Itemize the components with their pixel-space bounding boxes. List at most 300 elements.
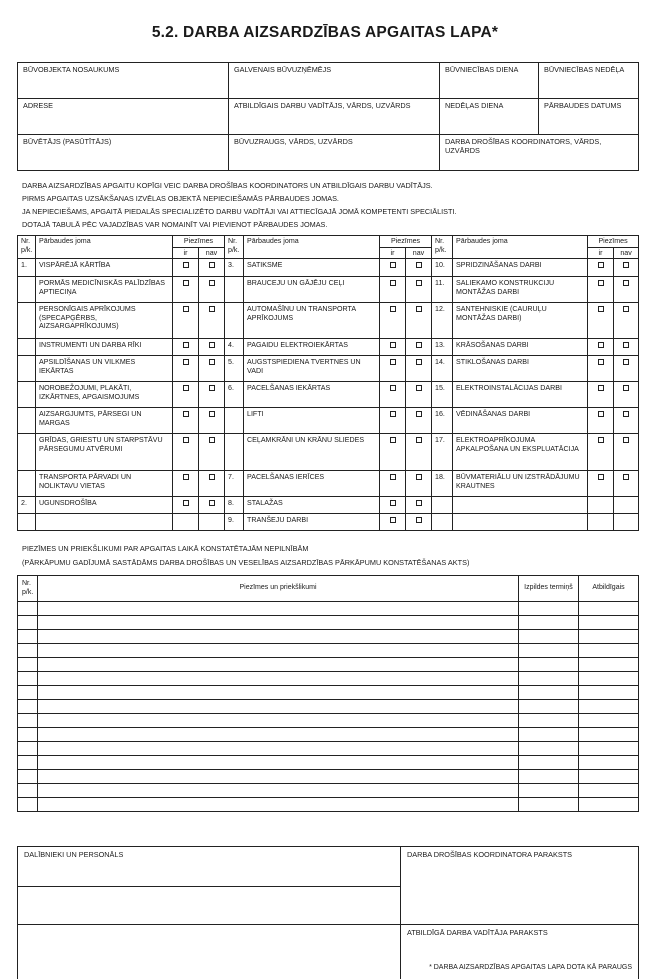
remarks-cell[interactable] bbox=[18, 658, 38, 672]
item-nr: 16. bbox=[432, 408, 453, 434]
col-ir-header: ir bbox=[173, 247, 199, 259]
remarks-cell[interactable] bbox=[38, 770, 519, 784]
item-nr: 5. bbox=[225, 356, 244, 382]
remarks-cell[interactable] bbox=[18, 714, 38, 728]
remarks-cell[interactable] bbox=[519, 742, 579, 756]
checkbox-icon[interactable] bbox=[390, 359, 396, 365]
checkbox-icon[interactable] bbox=[183, 306, 189, 312]
checkbox-icon[interactable] bbox=[183, 280, 189, 286]
col-piezimes-header: Piezīmes bbox=[173, 236, 225, 248]
remarks-cell[interactable] bbox=[519, 616, 579, 630]
checkbox-nav[interactable] bbox=[614, 471, 639, 497]
checkbox-icon[interactable] bbox=[416, 411, 422, 417]
participants-line[interactable] bbox=[18, 925, 401, 979]
remarks-cell[interactable] bbox=[519, 686, 579, 700]
remarks-intro: (PĀRKĀPUMU GADĪJUMĀ SASTĀDĀMS DARBA DROŠĪBAS UN VESELĪBAS AIZSARDZĪBAS PĀRKĀPUMU KONSTATĒŠANAS AKTS) bbox=[22, 558, 470, 567]
checkbox-icon[interactable] bbox=[416, 280, 422, 286]
item-nr: 12. bbox=[432, 303, 453, 339]
remarks-row[interactable] bbox=[18, 686, 639, 700]
checkbox-ir[interactable] bbox=[380, 277, 406, 303]
checkbox-nav[interactable] bbox=[406, 471, 432, 497]
item-nr: 11. bbox=[432, 277, 453, 303]
checkbox-ir[interactable] bbox=[380, 408, 406, 434]
checkbox-nav[interactable] bbox=[199, 259, 225, 277]
field-diena[interactable]: BŪVNIECĪBAS DIENA bbox=[440, 63, 539, 99]
remarks-row[interactable] bbox=[18, 658, 639, 672]
checkbox-icon[interactable] bbox=[598, 474, 604, 480]
checkbox-nav[interactable] bbox=[199, 471, 225, 497]
field-nedelas-diena[interactable]: NEDĒĻAS DIENA bbox=[440, 99, 539, 135]
empty-cell bbox=[614, 514, 639, 531]
checkbox-ir[interactable] bbox=[173, 471, 199, 497]
checkbox-ir[interactable] bbox=[588, 339, 614, 356]
checkbox-icon[interactable] bbox=[598, 280, 604, 286]
checkbox-ir[interactable] bbox=[173, 259, 199, 277]
remarks-row[interactable] bbox=[18, 616, 639, 630]
item-label: AUTOMAŠĪNU UN TRANSPORTA APRĪKOJUMS bbox=[244, 303, 380, 339]
remarks-cell[interactable] bbox=[579, 672, 639, 686]
item-nr: 17. bbox=[432, 434, 453, 471]
checkbox-icon[interactable] bbox=[416, 437, 422, 443]
note-line: DARBA AIZSARDZĪBAS APGAITU KOPĪGI VEIC DARBA DROŠĪBAS KOORDINATORS UN ATBILDĪGAIS DARBU VADĪTĀJS. bbox=[22, 181, 433, 190]
item-nr bbox=[432, 497, 453, 514]
checkbox-icon[interactable] bbox=[598, 262, 604, 268]
item-label: SATIKSME bbox=[244, 259, 380, 277]
checkbox-ir[interactable] bbox=[173, 277, 199, 303]
col-ir-header: ir bbox=[380, 247, 406, 259]
empty-cell bbox=[173, 514, 199, 531]
field-koordinators[interactable]: DARBA DROŠĪBAS KOORDINATORS, VĀRDS, UZVĀRDS bbox=[440, 135, 639, 171]
checkbox-icon[interactable] bbox=[598, 411, 604, 417]
participants-field[interactable] bbox=[18, 847, 401, 887]
checkbox-icon[interactable] bbox=[416, 474, 422, 480]
item-label: STIKLOŠANAS DARBI bbox=[453, 356, 588, 382]
remarks-cell[interactable] bbox=[519, 644, 579, 658]
checkbox-icon[interactable] bbox=[598, 342, 604, 348]
remarks-cell[interactable] bbox=[579, 756, 639, 770]
note-line: PIRMS APGAITAS UZSĀKŠANAS IZVĒLAS OBJEKTĀ NEPIECIEŠAMĀS PĀRBAUDES JOMAS. bbox=[22, 194, 339, 203]
remarks-cell[interactable] bbox=[38, 658, 519, 672]
coordinator-signature-label: DARBA DROŠĪBAS KOORDINATORA PARAKSTS bbox=[407, 850, 573, 859]
checkbox-ir[interactable] bbox=[588, 303, 614, 339]
checkbox-icon[interactable] bbox=[390, 517, 396, 523]
item-label: BRAUCEJU UN GĀJĒJU CEĻI bbox=[244, 277, 380, 303]
checkbox-icon[interactable] bbox=[598, 385, 604, 391]
checkbox-icon[interactable] bbox=[209, 262, 215, 268]
remarks-row[interactable] bbox=[18, 798, 639, 812]
checkbox-nav[interactable] bbox=[614, 303, 639, 339]
checkbox-ir[interactable] bbox=[380, 356, 406, 382]
checkbox-icon[interactable] bbox=[209, 306, 215, 312]
checkbox-nav[interactable] bbox=[199, 356, 225, 382]
remarks-cell[interactable] bbox=[519, 728, 579, 742]
note-line: DOTAJĀ TABULĀ PĒC VAJADZĪBAS VAR NOMAINĪT VAI PIEVIENOT PĀRBAUDES JOMAS. bbox=[22, 220, 328, 229]
item-label: LIFTI bbox=[244, 408, 380, 434]
checkbox-icon[interactable] bbox=[390, 437, 396, 443]
checkbox-nav[interactable] bbox=[614, 408, 639, 434]
remarks-cell[interactable] bbox=[18, 770, 38, 784]
checkbox-nav[interactable] bbox=[614, 339, 639, 356]
checkbox-ir[interactable] bbox=[588, 356, 614, 382]
item-nr: 2. bbox=[18, 497, 36, 514]
remarks-col-atbildigais: Atbildīgais bbox=[579, 576, 639, 602]
item-label: VISPĀRĒJĀ KĀRTĪBA bbox=[36, 259, 173, 277]
remarks-row[interactable] bbox=[18, 644, 639, 658]
field-galvenais[interactable]: GALVENAIS BŪVUZŅĒMĒJS bbox=[229, 63, 440, 99]
remarks-cell[interactable] bbox=[38, 742, 519, 756]
checkbox-icon[interactable] bbox=[209, 342, 215, 348]
item-label: PACELŠANAS IERĪCES bbox=[244, 471, 380, 497]
checkbox-icon[interactable] bbox=[416, 517, 422, 523]
remarks-cell[interactable] bbox=[579, 742, 639, 756]
checkbox-icon[interactable] bbox=[209, 500, 215, 506]
item-label: KRĀSOŠANAS DARBI bbox=[453, 339, 588, 356]
checkbox-nav[interactable] bbox=[406, 339, 432, 356]
item-label: BŪVMATERIĀLU UN IZSTRĀDĀJUMU KRAUTNES bbox=[453, 471, 588, 497]
remarks-cell[interactable] bbox=[519, 798, 579, 812]
item-nr bbox=[18, 514, 36, 531]
remarks-cell[interactable] bbox=[38, 714, 519, 728]
remarks-cell[interactable] bbox=[38, 756, 519, 770]
checkbox-nav[interactable] bbox=[406, 303, 432, 339]
checkbox-nav[interactable] bbox=[614, 434, 639, 471]
checkbox-ir[interactable] bbox=[380, 259, 406, 277]
checkbox-icon[interactable] bbox=[623, 385, 629, 391]
checkbox-ir[interactable] bbox=[173, 408, 199, 434]
col-nr-header: Nr. p/k. bbox=[225, 236, 244, 259]
checkbox-icon[interactable] bbox=[209, 385, 215, 391]
item-nr: 7. bbox=[225, 471, 244, 497]
checkbox-ir[interactable] bbox=[173, 382, 199, 408]
item-nr bbox=[225, 434, 244, 471]
signature-table bbox=[17, 846, 639, 979]
col-nr-header: Nr. p/k. bbox=[18, 236, 36, 259]
item-nr: 8. bbox=[225, 497, 244, 514]
checklist-table bbox=[17, 235, 639, 531]
remarks-cell[interactable] bbox=[519, 700, 579, 714]
remarks-cell[interactable] bbox=[18, 728, 38, 742]
checkbox-icon[interactable] bbox=[623, 359, 629, 365]
checkbox-ir[interactable] bbox=[380, 471, 406, 497]
checkbox-ir[interactable] bbox=[588, 471, 614, 497]
item-label: INSTRUMENTI UN DARBA RĪKI bbox=[36, 339, 173, 356]
participants-line[interactable] bbox=[18, 887, 401, 925]
checkbox-icon[interactable] bbox=[623, 437, 629, 443]
checkbox-icon[interactable] bbox=[209, 437, 215, 443]
remarks-cell[interactable] bbox=[579, 728, 639, 742]
remarks-cell[interactable] bbox=[579, 602, 639, 616]
remarks-cell[interactable] bbox=[579, 770, 639, 784]
item-label: CEĻAMKRĀNI UN KRĀNU SLIEDES bbox=[244, 434, 380, 471]
remarks-cell[interactable] bbox=[519, 602, 579, 616]
checkbox-icon[interactable] bbox=[390, 306, 396, 312]
item-label: NOROBEŽOJUMI, PLAKĀTI, IZKĀRTNES, APGAISMOJUMS bbox=[36, 382, 173, 408]
checkbox-icon[interactable] bbox=[390, 474, 396, 480]
item-nr: 9. bbox=[225, 514, 244, 531]
field-objekts[interactable]: BŪVOBJEKTA NOSAUKUMS bbox=[18, 63, 229, 99]
checkbox-nav[interactable] bbox=[199, 277, 225, 303]
checkbox-nav[interactable] bbox=[406, 356, 432, 382]
item-nr bbox=[18, 408, 36, 434]
remarks-intro: PIEZĪMES UN PRIEKŠLIKUMI PAR APGAITAS LAIKĀ KONSTATĒTAJĀM NEPILNĪBĀM bbox=[22, 544, 309, 553]
col-joma-header: Pārbaudes joma bbox=[36, 236, 173, 259]
checkbox-nav[interactable] bbox=[406, 434, 432, 471]
item-label: ELEKTROINSTALĀCIJAS DARBI bbox=[453, 382, 588, 408]
checkbox-icon[interactable] bbox=[416, 342, 422, 348]
item-nr bbox=[18, 339, 36, 356]
remarks-cell[interactable] bbox=[38, 616, 519, 630]
field-nedela[interactable]: BŪVNIECĪBAS NEDĒĻA bbox=[539, 63, 639, 99]
note-line: JA NEPIECIEŠAMS, APGAITĀ PIEDALĀS SPECIALIZĒTO DARBU VADĪTĀJI VAI ATTIECĪGAJĀ JOMĀ KOMPETENTI SPECIĀLISTI. bbox=[22, 207, 457, 216]
item-nr bbox=[18, 434, 36, 471]
item-nr: 3. bbox=[225, 259, 244, 277]
checkbox-icon[interactable] bbox=[183, 359, 189, 365]
remarks-row[interactable] bbox=[18, 742, 639, 756]
checkbox-icon[interactable] bbox=[390, 411, 396, 417]
checkbox-ir[interactable] bbox=[380, 303, 406, 339]
item-label: PERSONĪGAIS APRĪKOJUMS (SPECAPĢĒRBS, AIZSARGAPRĪKOJUMS) bbox=[36, 303, 173, 339]
checkbox-icon[interactable] bbox=[390, 385, 396, 391]
checkbox-icon[interactable] bbox=[209, 474, 215, 480]
item-label bbox=[36, 514, 173, 531]
col-joma-header: Pārbaudes joma bbox=[453, 236, 588, 259]
checkbox-nav[interactable] bbox=[406, 514, 432, 531]
item-nr: 10. bbox=[432, 259, 453, 277]
checkbox-nav[interactable] bbox=[199, 434, 225, 471]
remarks-row[interactable] bbox=[18, 630, 639, 644]
checkbox-icon[interactable] bbox=[183, 385, 189, 391]
remarks-cell[interactable] bbox=[38, 630, 519, 644]
remarks-cell[interactable] bbox=[579, 658, 639, 672]
remarks-col-termins: Izpildes termiņš bbox=[519, 576, 579, 602]
item-nr: 13. bbox=[432, 339, 453, 356]
checkbox-ir[interactable] bbox=[173, 356, 199, 382]
checkbox-nav[interactable] bbox=[406, 277, 432, 303]
checkbox-icon[interactable] bbox=[416, 359, 422, 365]
remarks-cell[interactable] bbox=[519, 784, 579, 798]
col-nav-header: nav bbox=[406, 247, 432, 259]
checkbox-icon[interactable] bbox=[209, 359, 215, 365]
checkbox-ir[interactable] bbox=[380, 497, 406, 514]
checkbox-icon[interactable] bbox=[598, 306, 604, 312]
checkbox-ir[interactable] bbox=[173, 303, 199, 339]
remarks-cell[interactable] bbox=[18, 798, 38, 812]
remarks-cell[interactable] bbox=[38, 784, 519, 798]
checkbox-icon[interactable] bbox=[390, 280, 396, 286]
item-label: SPRIDZINĀŠANAS DARBI bbox=[453, 259, 588, 277]
remarks-cell[interactable] bbox=[38, 644, 519, 658]
field-atbildigais[interactable]: ATBILDĪGAIS DARBU VADĪTĀJS, VĀRDS, UZVĀRDS bbox=[229, 99, 440, 135]
item-nr: 14. bbox=[432, 356, 453, 382]
item-label: GRĪDAS, GRIESTU UN STARPSTĀVU PĀRSEGUMU ATVĒRUMI bbox=[36, 434, 173, 471]
checkbox-icon[interactable] bbox=[623, 280, 629, 286]
remarks-row[interactable] bbox=[18, 784, 639, 798]
checkbox-nav[interactable] bbox=[199, 497, 225, 514]
checkbox-ir[interactable] bbox=[588, 408, 614, 434]
remarks-cell[interactable] bbox=[579, 616, 639, 630]
item-nr bbox=[18, 356, 36, 382]
remarks-cell[interactable] bbox=[38, 798, 519, 812]
item-nr bbox=[18, 303, 36, 339]
checkbox-icon[interactable] bbox=[209, 411, 215, 417]
remarks-cell[interactable] bbox=[38, 672, 519, 686]
item-label: TRANSPORTA PĀRVADI UN NOLIKTAVU VIETAS bbox=[36, 471, 173, 497]
remarks-cell[interactable] bbox=[38, 686, 519, 700]
checkbox-ir[interactable] bbox=[588, 259, 614, 277]
remarks-cell[interactable] bbox=[579, 798, 639, 812]
remarks-cell[interactable] bbox=[579, 644, 639, 658]
item-nr: 18. bbox=[432, 471, 453, 497]
item-label: APSILDĪŠANAS UN VILKMES IEKĀRTAS bbox=[36, 356, 173, 382]
checkbox-icon[interactable] bbox=[183, 474, 189, 480]
item-label: UGUNSDROŠĪBA bbox=[36, 497, 173, 514]
checkbox-icon[interactable] bbox=[183, 500, 189, 506]
checkbox-ir[interactable] bbox=[588, 382, 614, 408]
field-buvuzraugs[interactable]: BŪVUZRAUGS, VĀRDS, UZVĀRDS bbox=[229, 135, 440, 171]
checkbox-icon[interactable] bbox=[416, 306, 422, 312]
remarks-cell[interactable] bbox=[18, 616, 38, 630]
col-ir-header: ir bbox=[588, 247, 614, 259]
remarks-row[interactable] bbox=[18, 700, 639, 714]
item-nr: 4. bbox=[225, 339, 244, 356]
remarks-row[interactable] bbox=[18, 714, 639, 728]
checkbox-icon[interactable] bbox=[416, 262, 422, 268]
item-label: TRANŠEJU DARBI bbox=[244, 514, 380, 531]
remarks-cell[interactable] bbox=[18, 700, 38, 714]
checkbox-ir[interactable] bbox=[588, 277, 614, 303]
checkbox-nav[interactable] bbox=[614, 259, 639, 277]
remarks-row[interactable] bbox=[18, 728, 639, 742]
checkbox-icon[interactable] bbox=[390, 262, 396, 268]
checkbox-nav[interactable] bbox=[614, 382, 639, 408]
remarks-cell[interactable] bbox=[519, 756, 579, 770]
checkbox-ir[interactable] bbox=[380, 339, 406, 356]
checkbox-nav[interactable] bbox=[614, 356, 639, 382]
remarks-row[interactable] bbox=[18, 770, 639, 784]
remarks-row[interactable] bbox=[18, 602, 639, 616]
col-nav-header: nav bbox=[199, 247, 225, 259]
remarks-cell[interactable] bbox=[18, 672, 38, 686]
checkbox-nav[interactable] bbox=[406, 408, 432, 434]
checkbox-icon[interactable] bbox=[623, 411, 629, 417]
remarks-table bbox=[17, 575, 639, 812]
remarks-cell[interactable] bbox=[519, 630, 579, 644]
checkbox-icon[interactable] bbox=[209, 280, 215, 286]
page-title: 5.2. DARBA AIZSARDZĪBAS APGAITAS LAPA* bbox=[151, 24, 499, 41]
col-nav-header: nav bbox=[614, 247, 639, 259]
checkbox-nav[interactable] bbox=[199, 303, 225, 339]
item-label: PAGAIDU ELEKTROIEKĀRTAS bbox=[244, 339, 380, 356]
remarks-cell[interactable] bbox=[18, 630, 38, 644]
remarks-cell[interactable] bbox=[18, 686, 38, 700]
checkbox-ir[interactable] bbox=[380, 514, 406, 531]
field-parbaudes-datums[interactable]: PĀRBAUDES DATUMS bbox=[539, 99, 639, 135]
checkbox-icon[interactable] bbox=[623, 474, 629, 480]
coordinator-signature[interactable] bbox=[401, 847, 639, 925]
remarks-col-text: Piezīmes un priekšlikumi bbox=[38, 576, 519, 602]
checkbox-ir[interactable] bbox=[173, 434, 199, 471]
checkbox-icon[interactable] bbox=[390, 342, 396, 348]
remarks-cell[interactable] bbox=[579, 784, 639, 798]
remarks-cell[interactable] bbox=[579, 714, 639, 728]
remarks-row[interactable] bbox=[18, 672, 639, 686]
checkbox-ir[interactable] bbox=[380, 382, 406, 408]
participants-label: DALĪBNIEKI UN PERSONĀLS bbox=[24, 850, 124, 859]
remarks-cell[interactable] bbox=[18, 602, 38, 616]
remarks-cell[interactable] bbox=[579, 686, 639, 700]
field-buvetajs[interactable]: BŪVĒTĀJS (PASŪTĪTĀJS) bbox=[18, 135, 229, 171]
item-nr bbox=[18, 277, 36, 303]
checkbox-nav[interactable] bbox=[614, 277, 639, 303]
checkbox-ir[interactable] bbox=[588, 434, 614, 471]
col-piezimes-header: Piezīmes bbox=[588, 236, 639, 248]
remarks-row[interactable] bbox=[18, 756, 639, 770]
checkbox-nav[interactable] bbox=[199, 408, 225, 434]
col-piezimes-header: Piezīmes bbox=[380, 236, 432, 248]
footnote: * DARBA AIZSARDZĪBAS APGAITAS LAPA DOTA KĀ PARAUGS bbox=[429, 964, 632, 971]
remarks-cell[interactable] bbox=[18, 784, 38, 798]
item-nr bbox=[225, 303, 244, 339]
checkbox-ir[interactable] bbox=[173, 339, 199, 356]
checkbox-nav[interactable] bbox=[406, 259, 432, 277]
item-label: SANTEHNISKIE (CAURUĻU MONTĀŽAS DARBI) bbox=[453, 303, 588, 339]
remarks-cell[interactable] bbox=[38, 700, 519, 714]
checkbox-icon[interactable] bbox=[183, 262, 189, 268]
remarks-cell[interactable] bbox=[519, 658, 579, 672]
item-label: SALIEKAMO KONSTRUKCIJU MONTĀŽAS DARBI bbox=[453, 277, 588, 303]
checkbox-icon[interactable] bbox=[416, 385, 422, 391]
remarks-cell[interactable] bbox=[519, 770, 579, 784]
checkbox-icon[interactable] bbox=[416, 500, 422, 506]
item-nr: 6. bbox=[225, 382, 244, 408]
checkbox-icon[interactable] bbox=[183, 342, 189, 348]
remarks-cell[interactable] bbox=[18, 644, 38, 658]
checkbox-icon[interactable] bbox=[598, 437, 604, 443]
checkbox-icon[interactable] bbox=[183, 411, 189, 417]
remarks-cell[interactable] bbox=[18, 742, 38, 756]
checkbox-ir[interactable] bbox=[173, 497, 199, 514]
header-info-table bbox=[17, 62, 639, 171]
item-nr bbox=[18, 382, 36, 408]
remarks-cell[interactable] bbox=[579, 700, 639, 714]
remarks-cell[interactable] bbox=[38, 728, 519, 742]
checkbox-icon[interactable] bbox=[390, 500, 396, 506]
checkbox-nav[interactable] bbox=[199, 382, 225, 408]
item-nr bbox=[18, 471, 36, 497]
checkbox-nav[interactable] bbox=[199, 339, 225, 356]
checkbox-icon[interactable] bbox=[623, 262, 629, 268]
item-label: PACELŠANAS IEKĀRTAS bbox=[244, 382, 380, 408]
item-nr bbox=[225, 408, 244, 434]
remarks-cell[interactable] bbox=[519, 672, 579, 686]
remarks-cell[interactable] bbox=[579, 630, 639, 644]
item-label: ELEKTROAPRĪKOJUMA APKALPOŠANA UN EKSPLUATĀCIJA bbox=[453, 434, 588, 471]
remarks-cell[interactable] bbox=[18, 756, 38, 770]
checkbox-ir[interactable] bbox=[380, 434, 406, 471]
item-label: AUGSTSPIEDIENA TVERTNES UN VADI bbox=[244, 356, 380, 382]
checkbox-icon[interactable] bbox=[598, 359, 604, 365]
checkbox-icon[interactable] bbox=[183, 437, 189, 443]
empty-cell bbox=[588, 497, 614, 514]
remarks-cell[interactable] bbox=[519, 714, 579, 728]
checkbox-icon[interactable] bbox=[623, 342, 629, 348]
checkbox-icon[interactable] bbox=[623, 306, 629, 312]
checkbox-nav[interactable] bbox=[406, 382, 432, 408]
item-label bbox=[453, 514, 588, 531]
field-adrese[interactable]: ADRESE bbox=[18, 99, 229, 135]
checkbox-nav[interactable] bbox=[406, 497, 432, 514]
remarks-cell[interactable] bbox=[38, 602, 519, 616]
